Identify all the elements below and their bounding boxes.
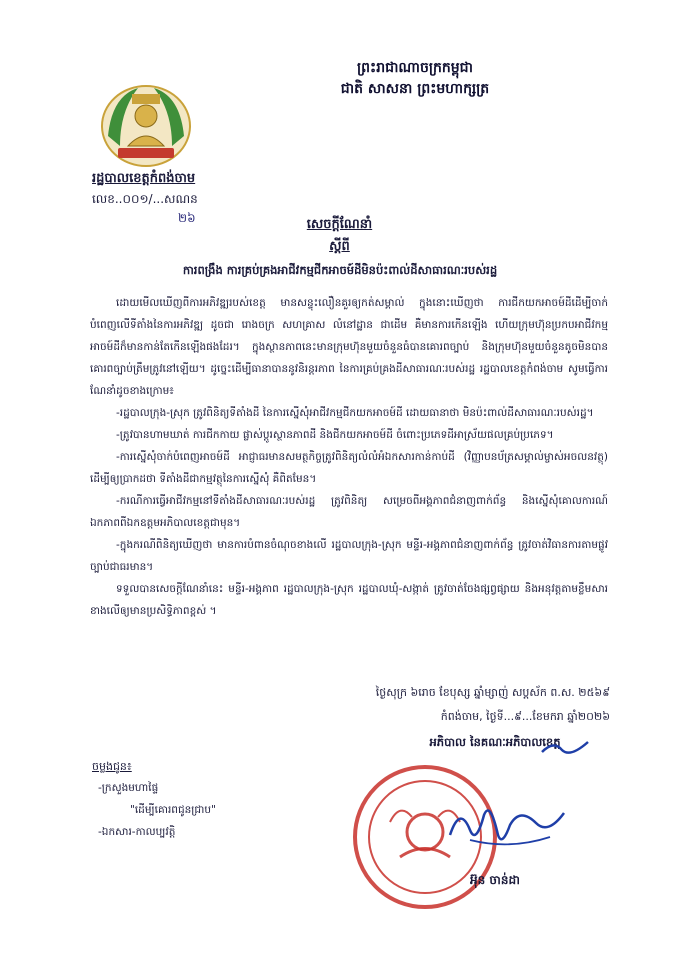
subject-title: ការពង្រឹង ការគ្រប់គ្រងអាជីវកម្មជីកអាចម៍ដីមិនប៉ះពាល់ដីសាធារណៈរបស់រដ្ឋ — [182, 263, 498, 277]
body-paragraph: -រដ្ឋបាលក្រុង-ស្រុក ត្រូវពិនិត្យទីតាំងដី នៃការស្នើសុំអាជីវកម្មជីកយកអាចម៍ដី ដោយធានាថា មិនប៉ះពាល់ដីសាធារណៈរបស់រដ្ឋ។ — [116, 407, 594, 419]
signatory-name: អ៊ុន ចាន់ដា — [470, 873, 520, 887]
national-motto: ជាតិ សាសនា ព្រះមហាក្សត្រ — [340, 81, 490, 97]
provincial-emblem-icon — [98, 76, 194, 168]
recipient-item: "ដើម្បីគោរពជូនជ្រាប" — [130, 804, 216, 816]
body-paragraph: -ការស្នើសុំចាក់បំពេញអាចម៍ដី អាជ្ញាធរមានសមត្ថកិច្ចត្រូវពិនិត្យលំលំអំឯកសារកាន់កាប់ដី (វិញ្ញាបនប័ត្រសម្គាល់ម្ចាស់អចលនវត្ថុ) ដើម្បីឲ្យប្រាកដថា ទីតាំងដីជាកម្មវត្ថុនៃការស្នើសុំ គឺពិតមែន។ — [90, 451, 608, 485]
recipient-item: -ឯកសារ-កាលប្បវត្តិ — [98, 826, 176, 838]
kingdom-title: ព្រះរាជាណាចក្រកម្ពុជា — [356, 60, 473, 76]
document-type: សេចក្តីណែនាំ — [306, 217, 373, 232]
signatory-title: អភិបាល នៃគណៈអភិបាលខេត្ត — [429, 735, 561, 749]
reference-sub: ២៦ — [178, 211, 196, 225]
handwritten-signature-icon — [440, 795, 570, 855]
reference-number: លេខ..០០១/...សណន — [92, 192, 198, 206]
body-paragraph: -ករណីការធ្វើអាជីវកម្មនៅទីតាំងដីសាធារណៈរបស់រដ្ឋ ត្រូវពិនិត្យ សម្រេចពីអង្គភាពជំនាញពាក់ព័ន្ធ និងស្នើសុំគោលការណ៍ឯកភាពពីឯកឧត្តមអភិបាលខេត្តជាមុន។ — [90, 495, 608, 529]
document-body — [90, 292, 608, 622]
recipient-item: -ក្រសួងមហាផ្ទៃ — [98, 782, 159, 794]
lunar-date: ថ្ងៃសុក្រ ៦រោច ខែបុស្ស ឆ្នាំម្សាញ់ សប្តស័ក ព.ស. ២៥៦៩ — [375, 686, 610, 699]
body-paragraph: -ត្រូវបានហាមឃាត់ ការជីកកាយ ផ្លាស់ប្តូរស្ថានភាពដី និងជីកយកអាចម៍ដី ចំពោះប្រភេទដីអាស្រ័យផលគ្រប់ប្រភេទ។ — [116, 429, 554, 441]
body-paragraph: ដោយមើលឃើញពីការអភិវឌ្ឍរបស់ខេត្ត មានសន្ទុះលឿនគួរឲ្យកត់សម្គាល់ ក្នុងនោះឃើញថា ការជីកយកអាចម៍ដីដើម្បីចាក់បំពេញលើទីតាំងនៃការអភិវឌ្ឍ ដូចជា រោងចក្រ សហគ្រាស លំនៅដ្ឋាន ជាដើម គឺមានការកើនឡើង ហើយក្រុមហ៊ុនប្រកបអាជីវកម្មអាចម៍ដីក៏មានកាន់តែកើនឡើងផងដែរ។ ក្នុងស្ថានភាពនេះមានក្រុមហ៊ុនមួយចំនួនធំបានគោរពច្បាប់ និងក្រុមហ៊ុនមួយចំនួនតូចមិនបានគោរពច្បាប់ត្រឹមត្រូវនៅឡើយ។ ដូច្នេះដើម្បីធានាបាននូវនិរន្តរភាព នៃការគ្រប់គ្រងដីសាធារណៈរបស់រដ្ឋ រដ្ឋបាលខេត្តកំពង់ចាម សូមធ្វើការណែនាំដូចខាងក្រោម៖ — [90, 297, 608, 397]
solar-date: កំពង់ចាម, ថ្ងៃទី...៩...ខែមករា ឆ្នាំ២០២៦ — [440, 710, 610, 723]
recipients-title: ចម្លងជូន៖ — [92, 760, 132, 773]
body-paragraph: -ក្នុងករណីពិនិត្យឃើញថា មានការបំពានចំណុចខាងលើ រដ្ឋបាលក្រុង-ស្រុក មន្ទីរ-អង្គភាពជំនាញពាក់ព័ន្ធ ត្រូវចាត់វិធានការតាមផ្លូវច្បាប់ជាធរមាន។ — [90, 539, 608, 573]
subject-label: ស្តីពី — [329, 239, 350, 254]
signature-flourish-icon — [540, 736, 590, 758]
body-paragraph: ទទួលបានសេចក្តីណែនាំនេះ មន្ទីរ-អង្គភាព រដ្ឋបាលក្រុង-ស្រុក រដ្ឋបាលឃុំ-សង្កាត់ ត្រូវចាត់ចែងផ្សព្វផ្សាយ និងអនុវត្តតាមខ្លឹមសារខាងលើឲ្យមានប្រសិទ្ធិភាពខ្ពស់ ។ — [90, 583, 608, 617]
issuing-office: រដ្ឋបាលខេត្តកំពង់ចាម — [92, 171, 196, 186]
